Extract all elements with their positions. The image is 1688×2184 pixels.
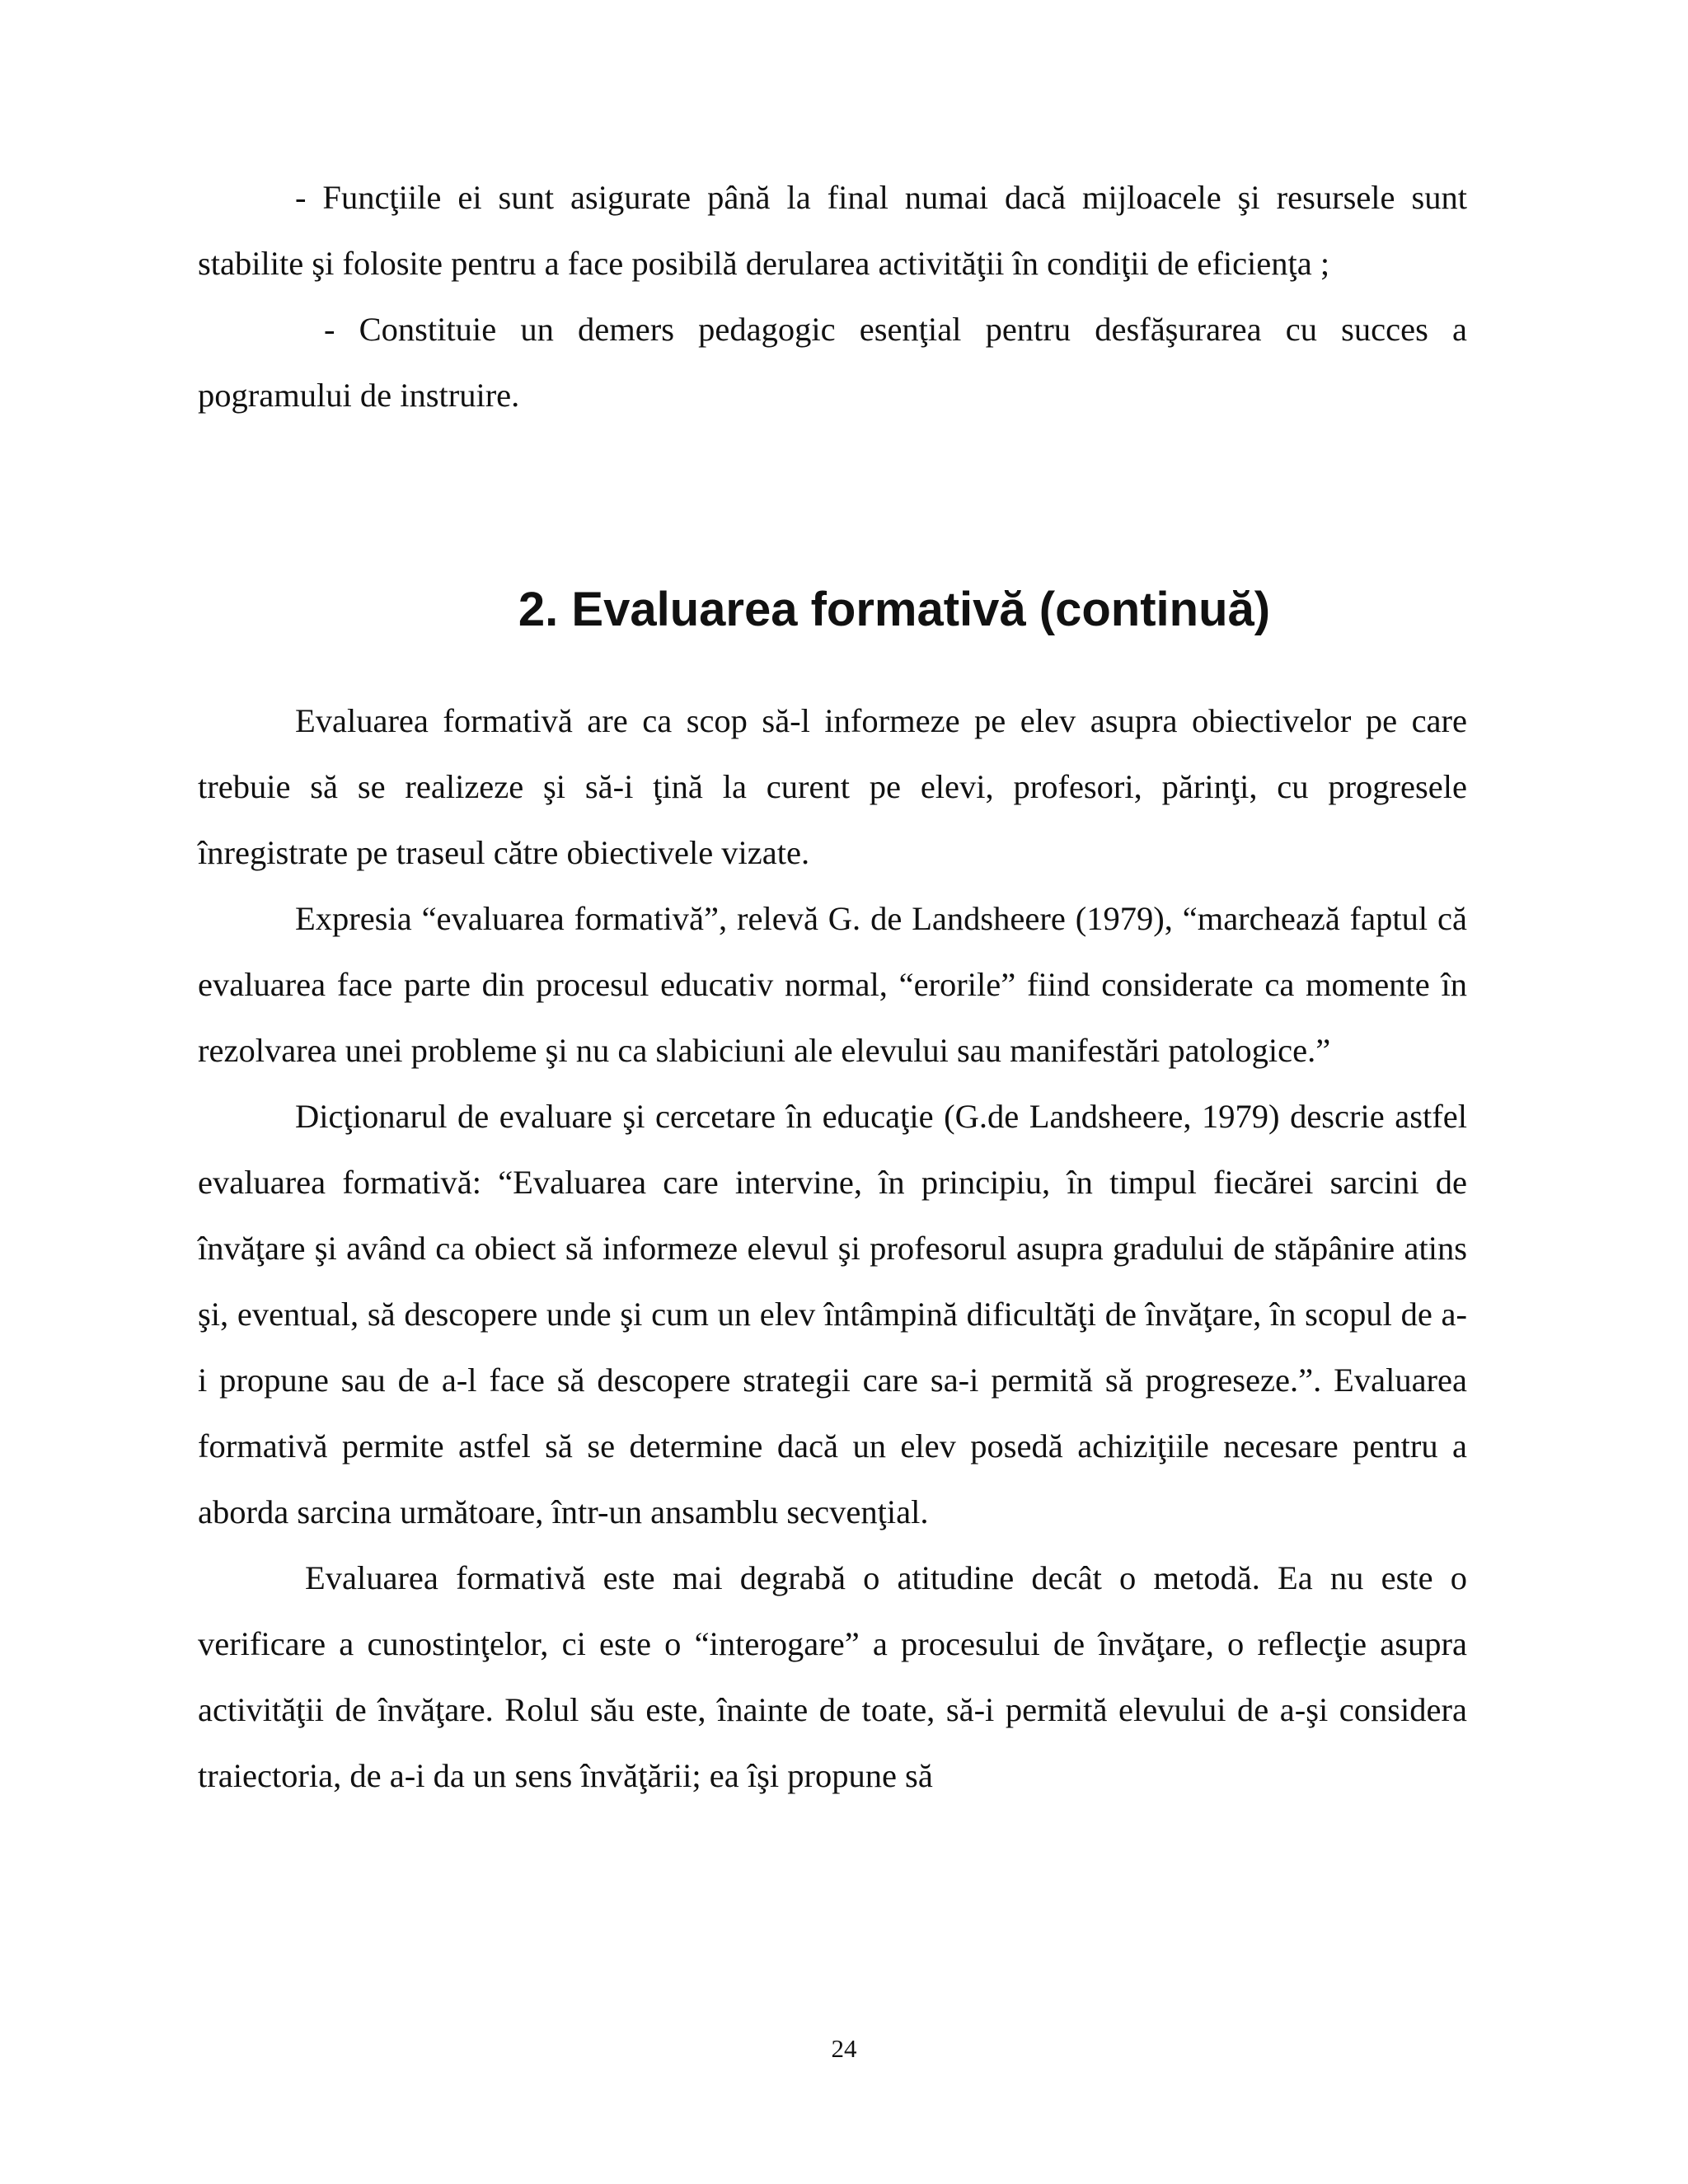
paragraph-attitude: Evaluarea formativă este mai degrabă o atitudine decât o metodă. Ea nu este o verificare a cunostinţelor, ci este o “interogare” a procesului de învăţare, o reflecţie asupra activităţii de învăţare. Rolul său este, înainte de toate, să-i permită elevului de a-şi considera traiectoria, de a-i da un sens învăţării; ea îşi propune să — [198, 1559, 1467, 1794]
main-text-block — [198, 688, 1467, 1809]
top-text-block — [198, 165, 1467, 429]
section-heading: 2. Evaluarea formativă (continuă) — [518, 583, 1271, 636]
bullet-paragraph-demers: - Constituie un demers pedagogic esenţial pentru desfăşurarea cu succes a pogramului de instruire. — [198, 311, 1467, 414]
page-number: 24 — [831, 2034, 857, 2063]
paragraph-expression: Expresia “evaluarea formativă”, relevă G. de Landsheere (1979), “marchează faptul că evaluarea face parte din procesul educativ normal, “erorile” fiind considerate ca momente în rezolvarea unei probleme şi nu ca slabiciuni ale elevului sau manifestări patologice.” — [198, 900, 1467, 1069]
bullet-paragraph-functions: - Funcţiile ei sunt asigurate până la final numai dacă mijloacele şi resursele sunt stabilite şi folosite pentru a face posibilă derularea activităţii în condiţii de eficienţa ; — [198, 179, 1467, 282]
paragraph-dictionary: Dicţionarul de evaluare şi cercetare în educaţie (G.de Landsheere, 1979) descrie astfel evaluarea formativă: “Evaluarea care intervine, în principiu, în timpul fiecărei sarcini de învăţare şi având ca obiect să informeze elevul şi profesorul asupra gradului de stăpânire atins şi, eventual, să descopere unde şi cum un elev întâmpină dificultăţi de învăţare, în scopul de a-i propune sau de a-l face să descopere strategii care sa-i permită să progreseze.”. Evaluarea formativă permite astfel să se determine dacă un elev posedă achiziţiile necesare pentru a aborda sarcina următoare, într-un ansamblu secvenţial. — [198, 1098, 1467, 1530]
paragraph-scope: Evaluarea formativă are ca scop să-l informeze pe elev asupra obiectivelor pe care trebuie să se realizeze şi să-i ţină la curent pe elevi, profesori, părinţi, cu progresele înregistrate pe traseul către obiectivele vizate. — [198, 702, 1467, 871]
